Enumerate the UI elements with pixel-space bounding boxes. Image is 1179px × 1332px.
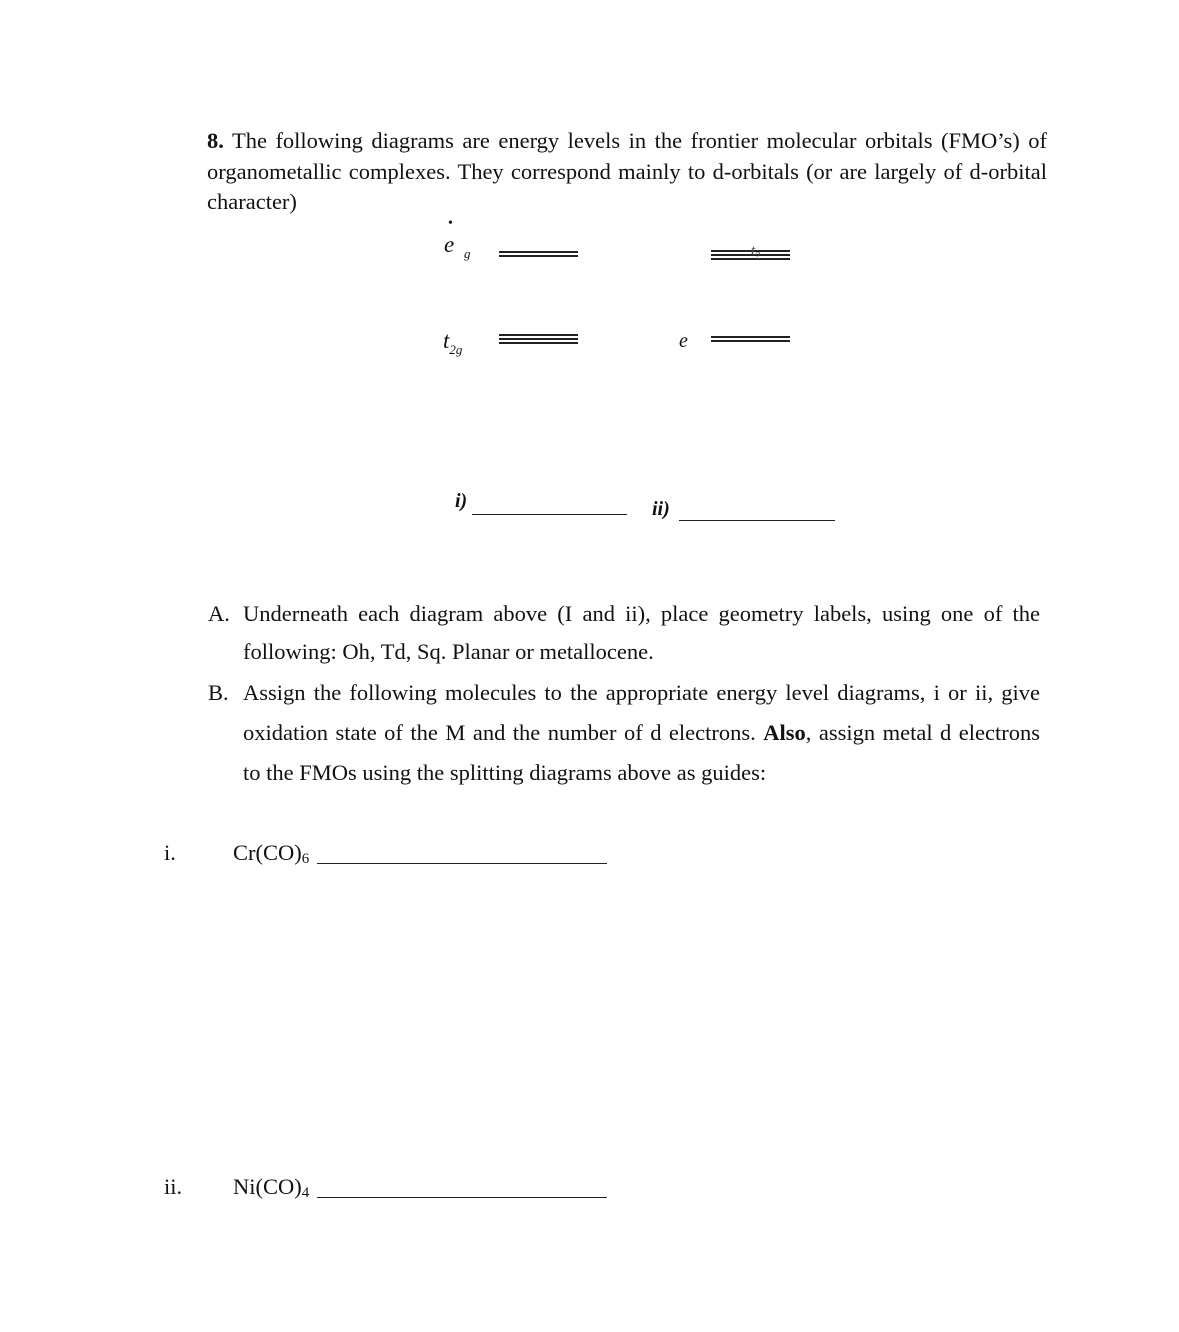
diagram-ii-lower-label: e xyxy=(679,330,688,352)
molecule-i-answer-line[interactable] xyxy=(317,863,607,864)
question-text: The following diagrams are energy levels in the frontier molecular orbitals (FMO’s) of organometallic complexes. They correspond mainly to d-orbitals (or are largely of d-orbital character) xyxy=(207,128,1047,214)
molecule-i-formula: $Cr(CO)_6$ xyxy=(233,840,310,867)
question-intro xyxy=(207,126,1047,218)
part-b-line1: B. Assign the following molecules to the appropriate energy level diagrams, i or ii, give xyxy=(208,673,1040,713)
part-b-letter: B. xyxy=(208,680,229,705)
diagram-i-marker: • xyxy=(448,216,453,231)
part-a-letter: A. xyxy=(208,601,230,626)
diagram-i-upper-sub: g xyxy=(463,246,471,261)
part-b-line3: to the FMOs using the splitting diagrams above as guides: xyxy=(243,760,767,785)
molecule-i-subscript: 6 xyxy=(301,851,310,867)
diagram-ii-upper-label: $t_2$ xyxy=(751,243,761,262)
molecule-i-number: i. xyxy=(164,840,176,865)
part-b-line2: oxidation state of the M and the number of d electrons. Also, assign metal d electrons xyxy=(243,720,1040,745)
part-a-line2: following: Oh, Td, Sq. Planar or metallocene. xyxy=(243,639,654,664)
part-a-line1: A. Underneath each diagram above (I and ii), place geometry labels, using one of the xyxy=(208,594,1040,634)
also-emphasis: Also xyxy=(763,720,806,745)
diagram-ii-answer-line[interactable] xyxy=(679,520,835,521)
molecule-ii-formula: $Ni(CO)_4$ xyxy=(233,1174,310,1201)
diagram-i-upper-label: e • $_g$ xyxy=(444,216,471,261)
diagram-i-lower-sub: 2g xyxy=(449,342,463,357)
question-number: 8. xyxy=(207,128,224,153)
molecule-ii-answer-line[interactable] xyxy=(317,1197,607,1198)
molecule-ii-subscript: 4 xyxy=(301,1185,310,1201)
diagram-ii-upper-sub: 2 xyxy=(755,251,761,262)
diagram-i-lower-label: $t_{2g}$ xyxy=(443,328,463,357)
diagram-i-caption: i) xyxy=(455,490,468,512)
diagram-ii-caption: ii) xyxy=(652,498,670,520)
diagram-i-answer-line[interactable] xyxy=(472,514,627,515)
molecule-ii-number: ii. xyxy=(164,1174,183,1199)
